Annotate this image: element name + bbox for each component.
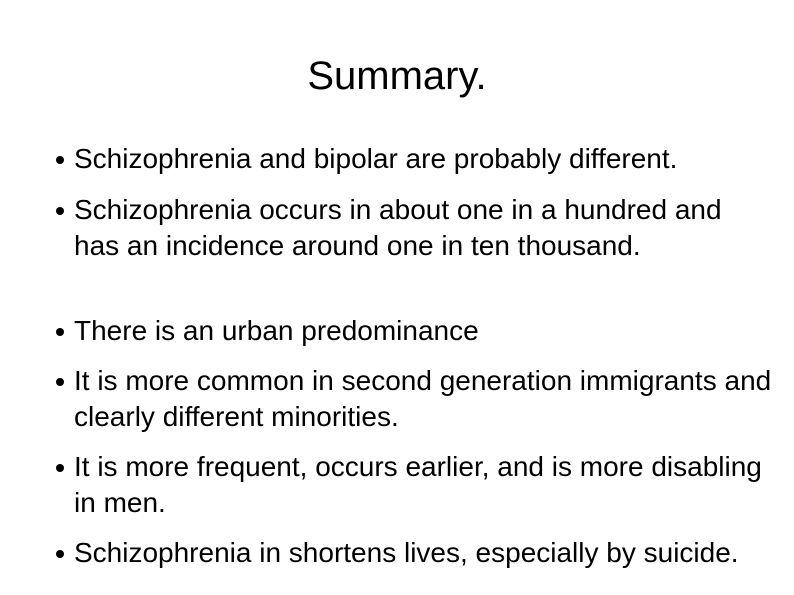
bullet-text: It is more common in second generation immigrants and clearly different minorities.	[74, 365, 772, 432]
bullet-dot-icon	[56, 464, 64, 472]
bullet-dot-icon	[56, 378, 64, 386]
bullet-item	[74, 192, 774, 264]
bullet-item	[74, 363, 774, 435]
bullet-dot-icon	[56, 156, 64, 164]
bullet-text: Schizophrenia in shortens lives, especially by suicide.	[74, 537, 739, 568]
bullet-item	[74, 535, 774, 571]
bullet-text: It is more frequent, occurs earlier, and is more disabling in men.	[74, 451, 762, 518]
bullet-text: Schizophrenia occurs in about one in a hundred and has an incidence around one in ten thousand.	[74, 194, 722, 261]
bullet-text: Schizophrenia and bipolar are probably different.	[74, 143, 678, 174]
bullet-text: There is an urban predominance	[74, 315, 479, 346]
bullet-item	[74, 449, 774, 521]
slide-title: Summary.	[307, 54, 487, 98]
bullet-item	[74, 141, 774, 177]
bullet-dot-icon	[56, 550, 64, 558]
bullet-item	[74, 313, 774, 349]
bullet-dot-icon	[56, 207, 64, 215]
bullet-dot-icon	[56, 328, 64, 336]
